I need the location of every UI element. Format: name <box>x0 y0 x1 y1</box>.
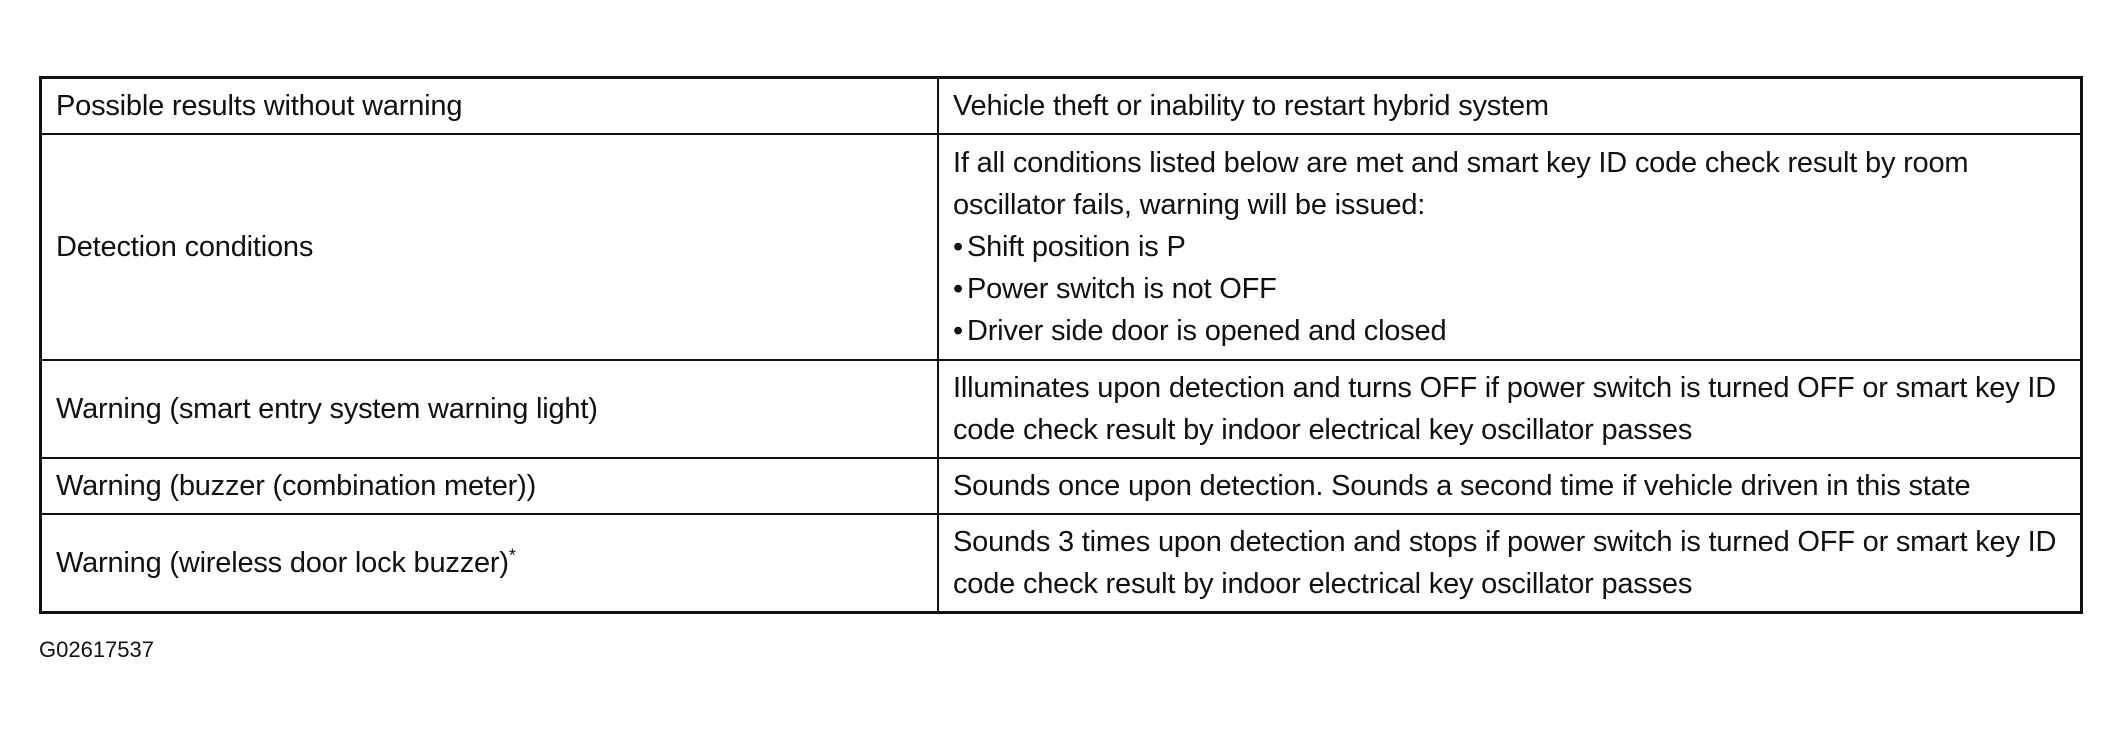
row-label: Warning (smart entry system warning light) <box>41 360 939 458</box>
table-row <box>41 514 2082 613</box>
table-row <box>41 78 2082 135</box>
row-label-cell <box>41 514 939 613</box>
figure-code: G02617537 <box>39 637 154 662</box>
row-label: Warning (buzzer (combination meter)) <box>41 458 939 514</box>
warning-specification-table <box>39 76 2083 614</box>
row-value: Illuminates upon detection and turns OFF if power switch is turned OFF or smart key ID code check result by indoor electrical key oscillator passes <box>938 360 2082 458</box>
footnote-mark: * <box>508 545 516 566</box>
table-row <box>41 360 2082 458</box>
list-item: • Power switch is not OFF <box>953 268 2066 310</box>
table-row <box>41 458 2082 514</box>
row-value: Vehicle theft or inability to restart hybrid system <box>938 78 2082 135</box>
row-value <box>938 134 2082 360</box>
row-value: Sounds once upon detection. Sounds a second time if vehicle driven in this state <box>938 458 2082 514</box>
table-row <box>41 134 2082 360</box>
list-item: • Shift position is P <box>953 226 2066 268</box>
row-label: Detection conditions <box>41 134 939 360</box>
row-label: Possible results without warning <box>41 78 939 135</box>
row-label: Warning (wireless door lock buzzer) <box>56 547 509 579</box>
detection-intro: If all conditions listed below are met and smart key ID code check result by room oscillator fails, warning will be issued: <box>953 147 1969 221</box>
row-value: Sounds 3 times upon detection and stops if power switch is turned OFF or smart key ID code check result by indoor electrical key oscillator passes <box>938 514 2082 613</box>
list-item: • Driver side door is opened and closed <box>953 310 2066 352</box>
detection-conditions-list <box>953 226 2066 352</box>
